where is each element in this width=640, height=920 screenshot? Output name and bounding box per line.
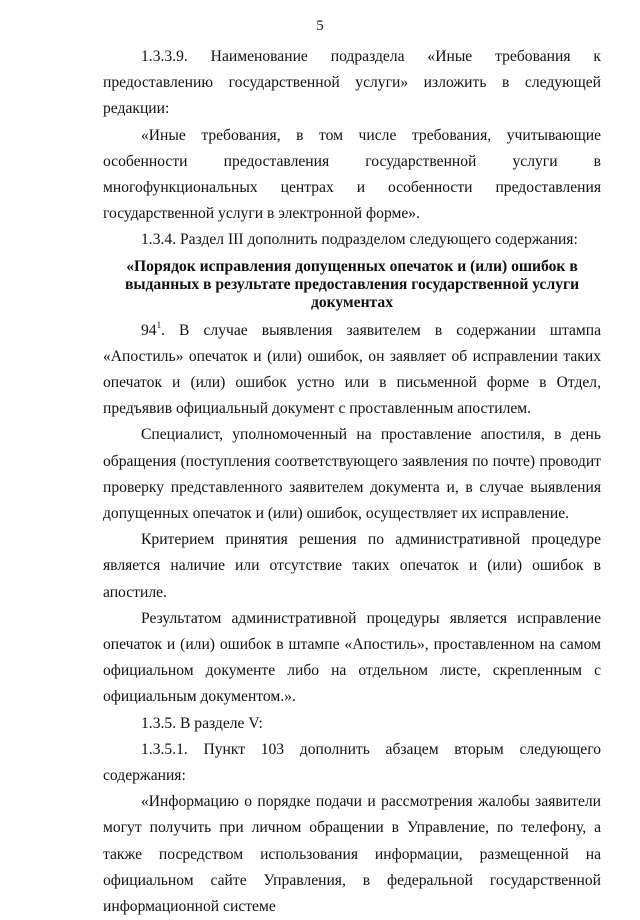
paragraph-1-3-3-9: 1.3.3.9. Наименование подраздела «Иные требования к предоставлению государственной услуги» изложить в следующей редакции: bbox=[103, 48, 601, 118]
paragraph-number-superscript: 1 bbox=[156, 319, 162, 330]
section-heading: «Порядок исправления допущенных опечаток и (или) ошибок в выданных в результате предоставления государственной услуги документах bbox=[124, 257, 580, 311]
paragraph-number: 94 bbox=[141, 321, 157, 339]
paragraph-1-3-5: 1.3.5. В разделе V: bbox=[141, 714, 263, 732]
page-number: 5 bbox=[316, 18, 324, 34]
paragraph-complaint-info-quote: «Информацию о порядке подачи и рассмотрения жалобы заявители могут получить при личном обращении в Управление, по телефону, а также посредством использования информации, размещенной на официальном сайте Управления, в федеральной государственной информационной системе bbox=[103, 793, 601, 916]
paragraph-1-3-4: 1.3.4. Раздел III дополнить подразделом следующего содержания: bbox=[141, 231, 578, 249]
paragraph-other-requirements-quote: «Иные требования, в том числе требования, учитывающие особенности предоставления государственной услуги в многофункциональных центрах и особенности предоставления государственной услуги в электронной форме». bbox=[103, 126, 601, 223]
paragraph-criterion: Критерием принятия решения по административной процедуре является наличие или отсутствие таких опечаток и (или) ошибок в апостиле. bbox=[103, 531, 601, 601]
paragraph-result: Результатом административной процедуры является исправление опечаток и (или) ошибок в штампе «Апостиль», проставленном на самом официальном документе либо на отдельном листе, скрепленным с официальным документом.». bbox=[103, 609, 601, 706]
paragraph-94-1 bbox=[103, 318, 601, 423]
paragraph-94-1-text: . В случае выявления заявителем в содержании штампа «Апостиль» опечаток и (или) ошибок, он заявляет об исправлении таких опечаток и (или) ошибок устно или в письменной форме в Отдел, предъявив официальный документ с проставленным апостилем. bbox=[103, 321, 601, 418]
paragraph-1-3-5-1: 1.3.5.1. Пункт 103 дополнить абзацем вторым следующего содержания: bbox=[103, 740, 601, 785]
document-body bbox=[103, 44, 601, 920]
paragraph-specialist: Специалист, уполномоченный на проставление апостиля, в день обращения (поступления соответствующего заявления по почте) проводит проверку представленного заявителем документа и, в случае выявления допущенных опечаток и (или) ошибок, осуществляет их исправление. bbox=[103, 426, 601, 523]
